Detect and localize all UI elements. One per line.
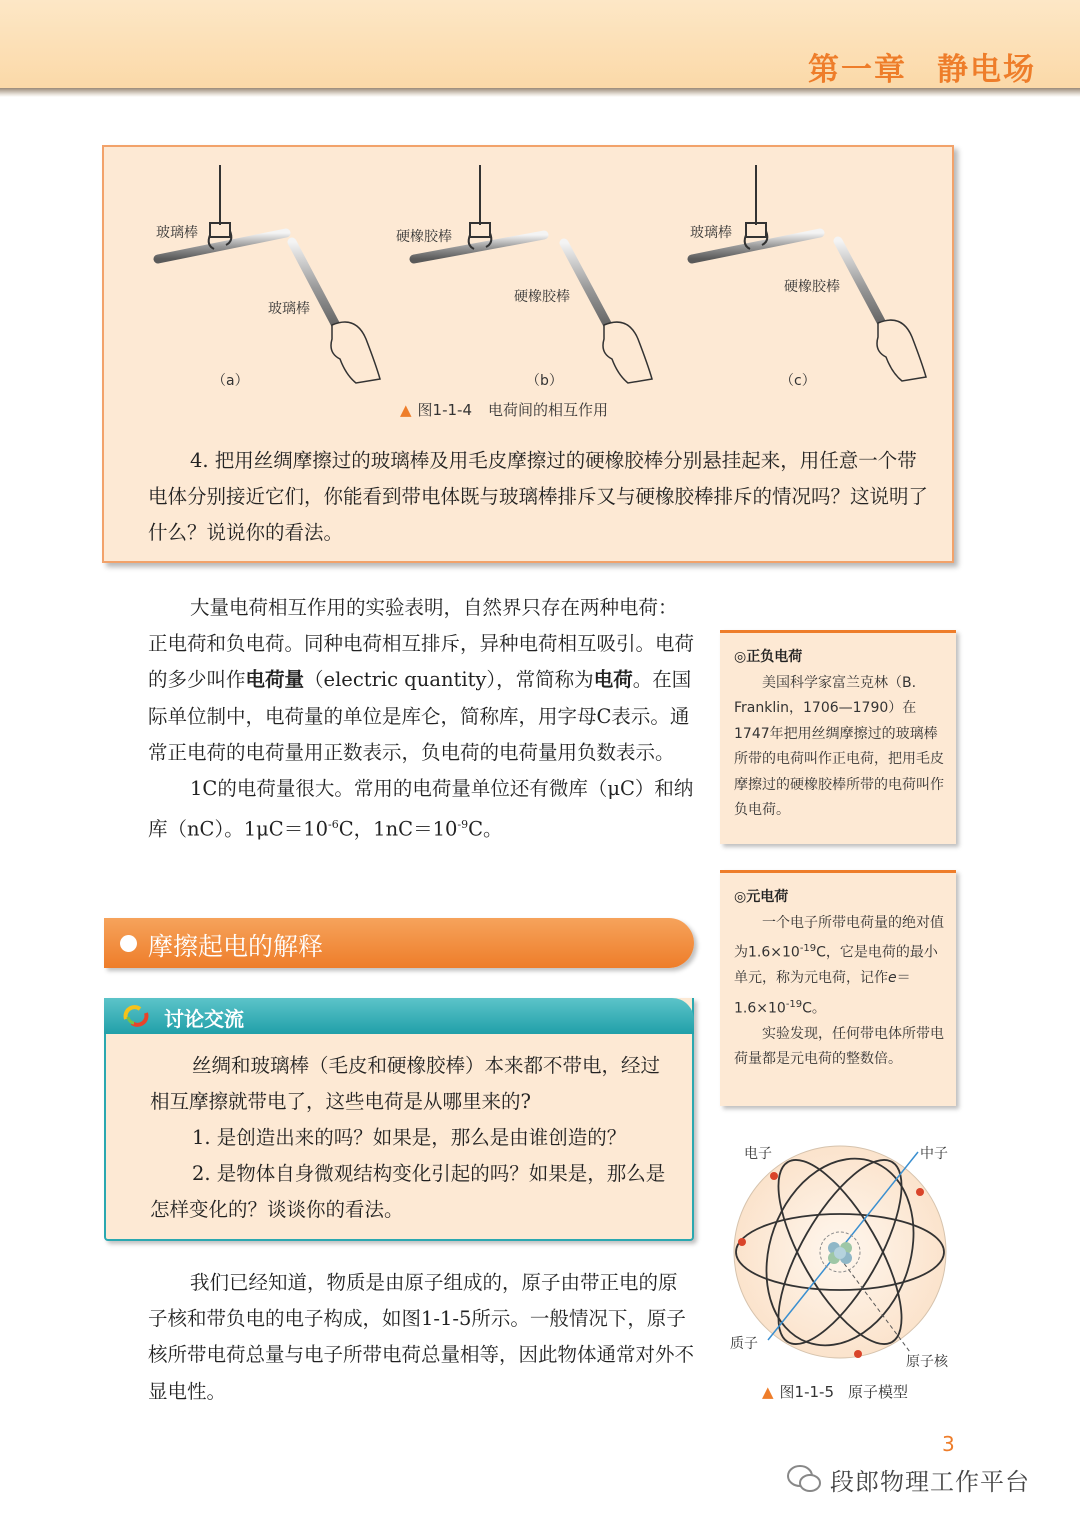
experiment-box	[102, 145, 954, 563]
main-text-block-2	[148, 1265, 696, 1410]
watermark-text: 段郎物理工作平台	[830, 1468, 1030, 1496]
text-span: C，1nC＝10	[338, 817, 458, 841]
chapter-name: 静电场	[937, 52, 1036, 88]
held-rubber-rod	[838, 241, 886, 331]
term-charge-quantity: 电荷量	[245, 668, 305, 692]
exponent: -19	[785, 998, 803, 1010]
discussion-question-2: 2. 是物体自身微观结构变化引起的吗？如果是，那么是怎样变化的？谈谈你的看法。	[150, 1162, 666, 1221]
text-span: 一个电子所带电荷量的绝对值为1.6×10	[734, 914, 944, 961]
discussion-text	[150, 1048, 670, 1228]
panel-c	[692, 165, 926, 381]
label-b-hanging: 硬橡胶棒	[396, 229, 452, 245]
text-span: 1C的电荷量很大。常用的电荷量单位还有微库（μC）和纳库（nC）。1μC＝10	[148, 777, 694, 841]
panel-b	[414, 165, 652, 383]
section-heading	[104, 918, 694, 968]
triangle-icon: ▲	[762, 1383, 774, 1401]
figure-1-1-4-illustration	[104, 147, 956, 407]
label-a-hand: 玻璃棒	[268, 301, 310, 317]
symbol-e: e	[888, 970, 897, 987]
label-c-tag: （c）	[780, 373, 816, 389]
note-text: 实验发现，任何带电体所带电荷量都是元电荷的整数倍。	[734, 1025, 944, 1068]
paragraph-charge-units	[148, 771, 696, 848]
text-span: ＝1.6×10	[734, 970, 911, 1017]
label-c-hand: 硬橡胶棒	[784, 279, 840, 295]
note-text	[734, 911, 944, 1022]
caption-number: 图1-1-4	[417, 401, 473, 419]
chapter-title	[808, 44, 1036, 89]
text-span: C，它是电荷的最小单元，称为元电荷，记作	[734, 944, 938, 987]
discussion-box	[104, 998, 694, 1241]
discussion-question-1: 1. 是创造出来的吗？如果是，那么是由谁创造的？	[192, 1126, 627, 1149]
chapter-number: 第一章	[808, 52, 907, 88]
discussion-header	[104, 998, 694, 1034]
text-span: C。	[468, 817, 503, 841]
figure-1-1-4-caption	[400, 399, 608, 420]
held-rubber-rod	[564, 243, 612, 333]
wechat-icon	[786, 1464, 822, 1494]
main-text-block-1	[148, 590, 696, 848]
paragraph-charge-types	[148, 590, 696, 771]
text-span: 大量电荷相互作用的实验表明，自然界只存在两种电荷：正电荷和负电荷。同种电荷相互排斥，异种电荷相互吸引。电荷的多少叫作	[148, 596, 695, 692]
text-span: 。在国际单位制中，电荷量的单位是库仑，简称库，用字母C表示。通常正电荷的电荷量用正数表示，负电荷的电荷量用负数表示。	[148, 668, 692, 764]
figure-1-1-5-atom-model	[722, 1140, 962, 1376]
hand	[603, 322, 652, 383]
label-neutron: 中子	[920, 1146, 948, 1162]
hand	[877, 320, 926, 381]
note-title: ◎元电荷	[734, 889, 789, 905]
side-note-elementary-charge	[720, 870, 956, 1106]
experiment-text	[148, 443, 928, 551]
label-a-hanging: 玻璃棒	[156, 225, 198, 241]
bullet-icon	[120, 935, 137, 952]
paragraph-atom-structure: 我们已经知道，物质是由原子组成的，原子由带正电的原子核和带负电的电子构成，如图1-1-5所示。一般情况下，原子核所带电荷总量与电子所带电荷总量相等，因此物体通常对外不显电性。	[148, 1271, 695, 1403]
label-a-tag: （a）	[212, 373, 249, 389]
caption-number: 图1-1-5	[779, 1383, 835, 1401]
header-divider	[0, 88, 1080, 97]
hand	[331, 322, 380, 383]
text-span: C。	[802, 1000, 826, 1017]
exponent: -19	[799, 943, 817, 954]
label-proton: 质子	[730, 1336, 758, 1352]
text-span: （electric quantity），常简称为	[304, 668, 594, 692]
label-c-hanging: 玻璃棒	[690, 225, 732, 241]
caption-text: 电荷间的相互作用	[488, 401, 609, 419]
side-note-positive-negative	[720, 630, 956, 844]
exponent: -6	[328, 818, 339, 832]
label-electron: 电子	[744, 1146, 772, 1162]
section-title: 摩擦起电的解释	[148, 932, 324, 961]
discussion-icon	[122, 1005, 150, 1027]
discussion-title: 讨论交流	[164, 1007, 244, 1031]
panel-a	[158, 165, 380, 383]
note-title: ◎正负电荷	[734, 649, 803, 665]
discussion-intro: 丝绸和玻璃棒（毛皮和硬橡胶棒）本来都不带电，经过相互摩擦就带电了，这些电荷是从哪里来的?	[150, 1054, 661, 1113]
triangle-icon: ▲	[400, 401, 412, 419]
label-b-tag: （b）	[526, 373, 563, 389]
held-glass-rod	[292, 242, 340, 333]
label-nucleus: 原子核	[906, 1354, 948, 1370]
page-number: 3	[942, 1432, 955, 1456]
experiment-question: 4. 把用丝绸摩擦过的玻璃棒及用毛皮摩擦过的硬橡胶棒分别悬挂起来，用任意一个带电体分别接近它们，你能看到带电体既与玻璃棒排斥又与硬橡胶棒排斥的情况吗？这说明了什么？说说你的看法。	[148, 449, 929, 544]
figure-1-1-5-caption	[762, 1381, 908, 1402]
caption-text: 原子模型	[848, 1383, 909, 1401]
label-b-hand: 硬橡胶棒	[514, 289, 570, 305]
exponent: -9	[457, 818, 469, 832]
note-text: 美国科学家富兰克林（B. Franklin，1706—1790）在1747年把用丝绸摩擦过的玻璃棒所带的电荷叫作正电荷，把用毛皮摩擦过的硬橡胶棒所带的电荷叫作负电荷。	[734, 674, 944, 818]
term-charge: 电荷	[593, 668, 633, 692]
